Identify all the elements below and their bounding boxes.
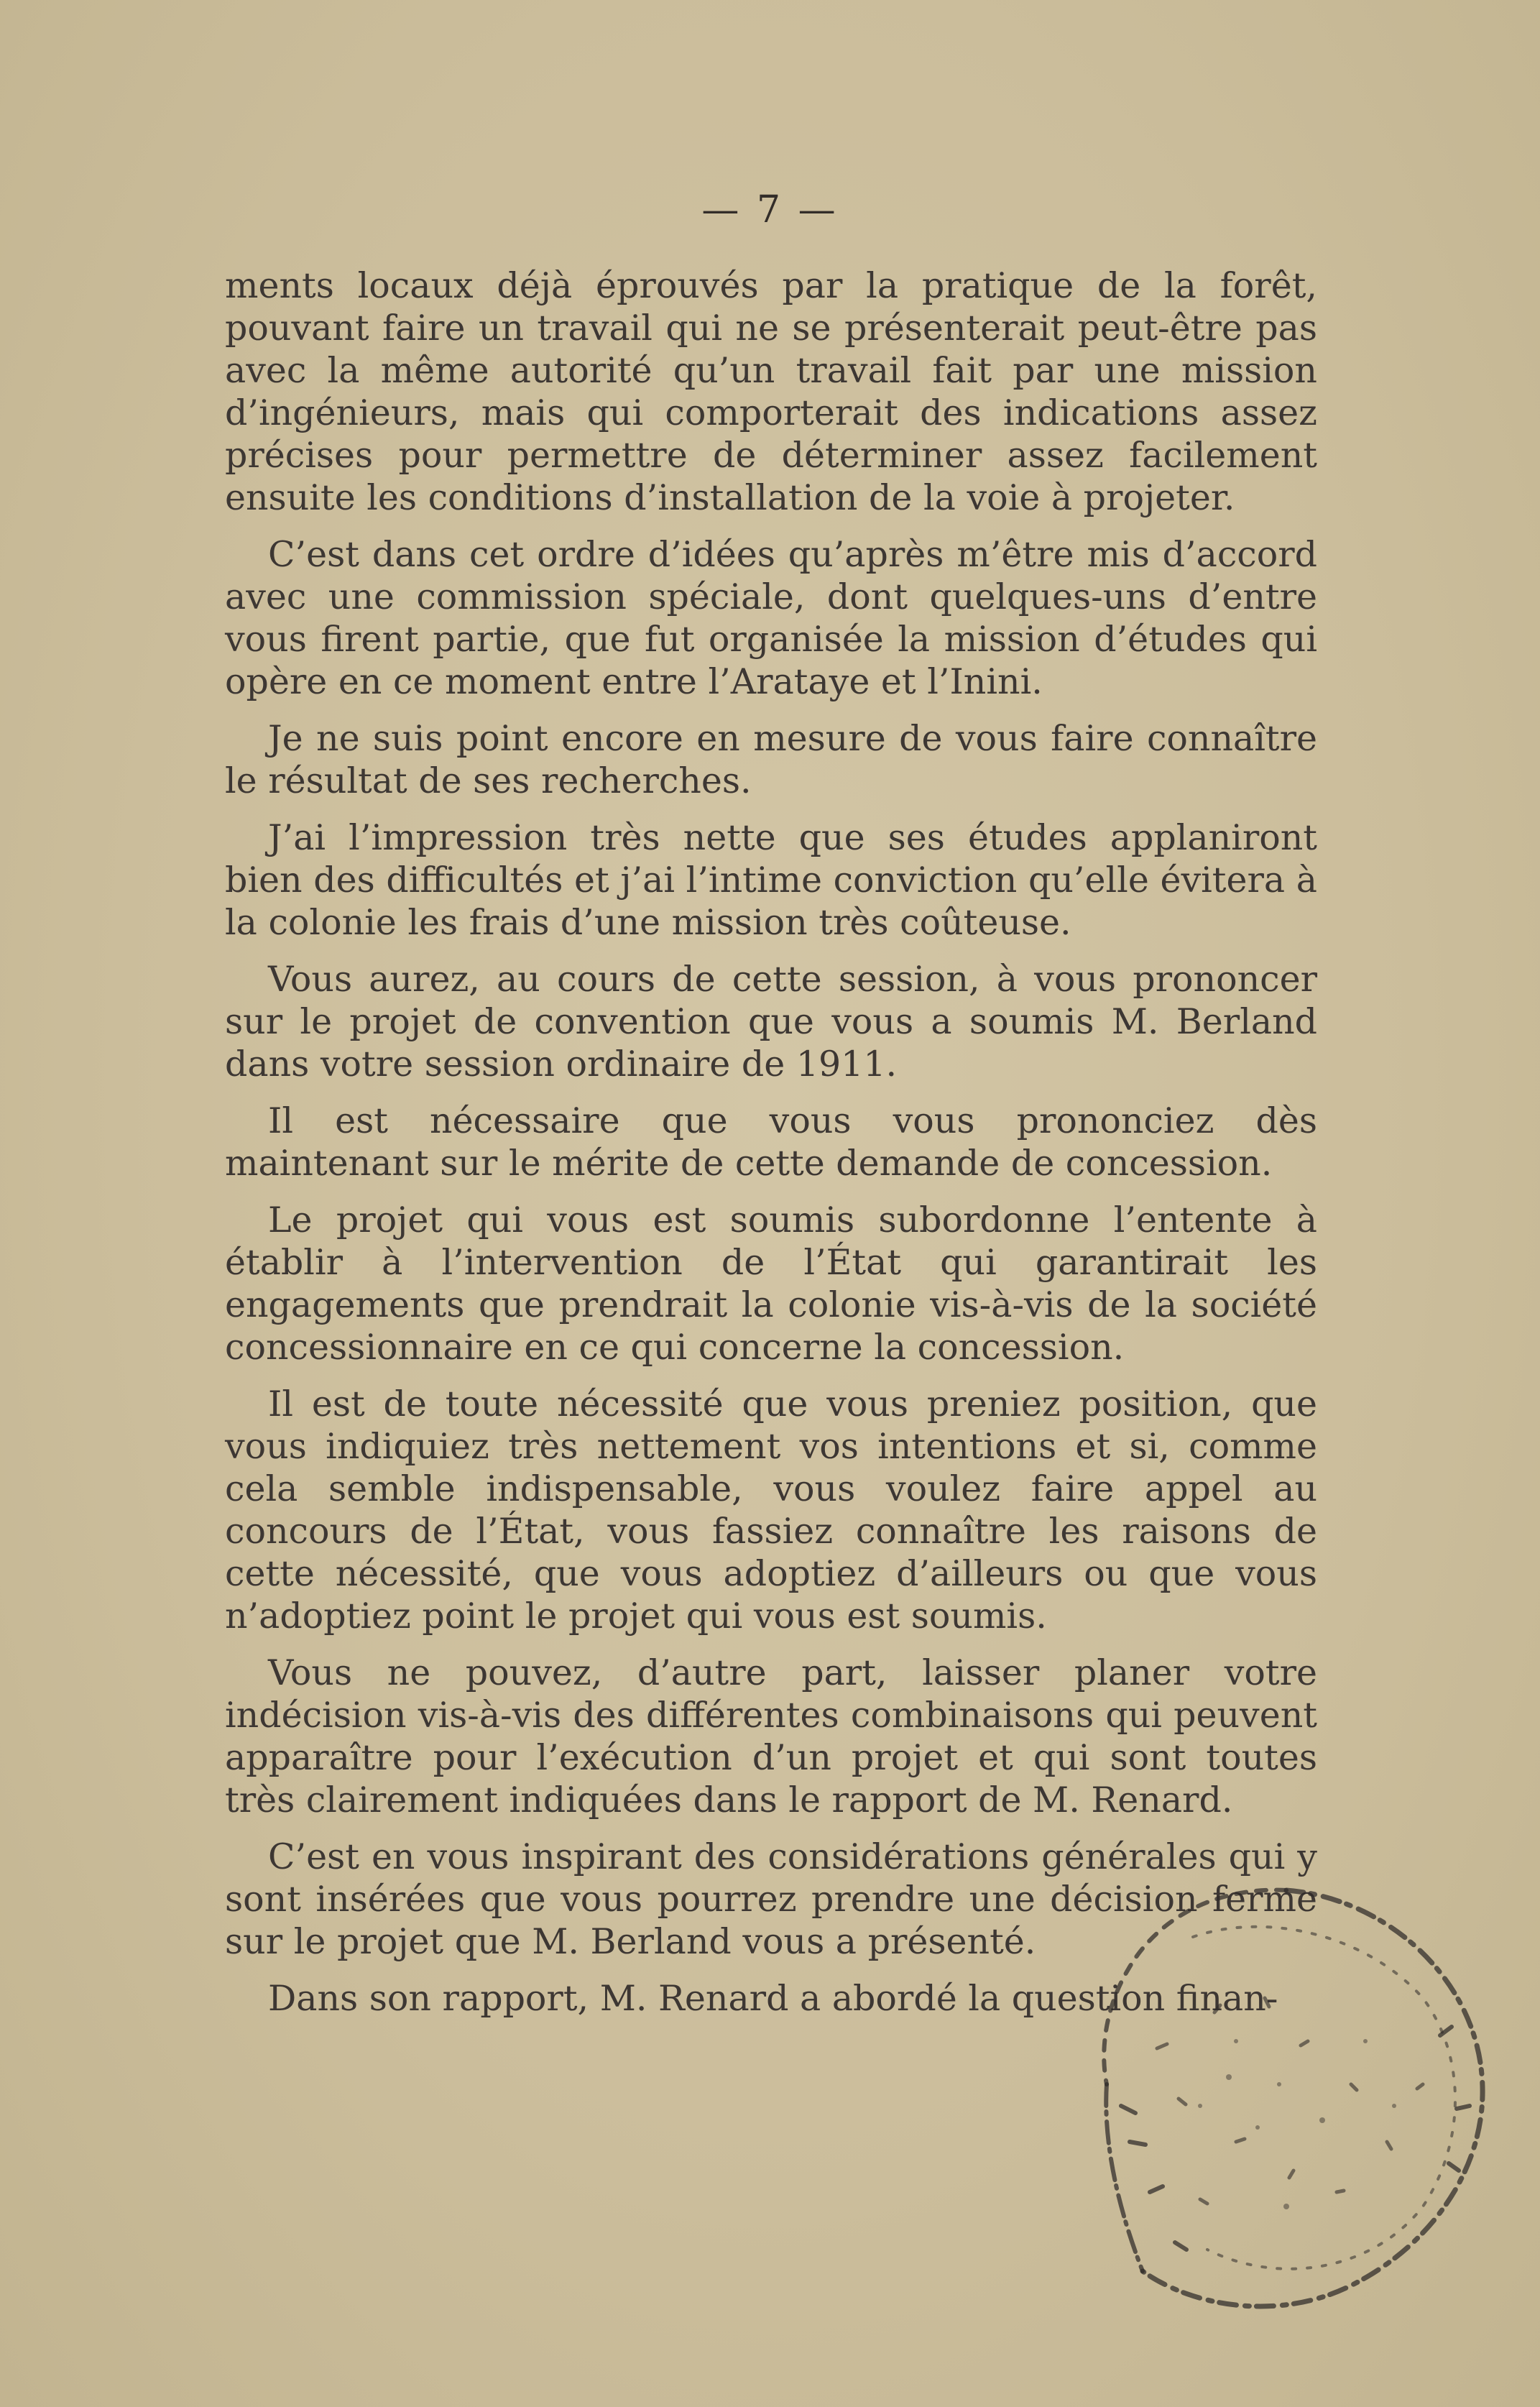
paragraph: Vous aurez, au cours de cette session, à vous prononcer sur le projet de convention que vous a soumis M. Berland dans votre session ordinaire de 1911. <box>225 959 1317 1085</box>
paragraph: ments locaux déjà éprouvés par la pratique de la forêt, pouvant faire un travail qui ne se présenterait peut-être pas avec la même autorité qu’un travail fait par une mission d’ingénieurs, mais qui comporterait des indications assez précises pour permettre de déterminer assez facilement ensuite les conditions d’installation de la voie à projeter. <box>225 265 1317 518</box>
paragraph: Il est nécessaire que vous vous prononciez dès maintenant sur le mérite de cette demande de concession. <box>225 1100 1317 1184</box>
paragraph: C’est en vous inspirant des considérations générales qui y sont insérées que vous pourrez prendre une décision ferme sur le projet que M. Berland vous a présenté. <box>225 1836 1317 1962</box>
paragraph: C’est dans cet ordre d’idées qu’après m’être mis d’accord avec une commission spéciale, dont quelques-uns d’entre vous firent partie, que fut organisée la mission d’études qui opère en ce moment entre l’Arataye et l’Inini. <box>225 534 1317 702</box>
page-number: — 7 — <box>701 188 839 231</box>
paragraph: Je ne suis point encore en mesure de vous faire connaître le résultat de ses recherches. <box>225 718 1317 801</box>
paragraph: Le projet qui vous est soumis subordonne l’entente à établir à l’intervention de l’État qui garantirait les engagements que prendrait la colonie vis-à-vis de la société concessionnaire en ce qui concerne la concession. <box>225 1200 1317 1368</box>
body-text <box>225 264 1317 2034</box>
paragraph: Vous ne pouvez, d’autre part, laisser planer votre indécision vis-à-vis des différentes combinaisons qui peuvent apparaître pour l’exécution d’un projet et qui sont toutes très clairement indiquées dans le rapport de M. Renard. <box>225 1652 1317 1821</box>
paragraph: Dans son rapport, M. Renard a abordé la question finan- <box>268 1978 1278 2019</box>
paragraph: Il est de toute nécessité que vous preniez position, que vous indiquiez très nettement vos intentions et si, comme cela semble indispensable, vous voulez faire appel au concours de l’État, vous fassiez connaître les raisons de cette nécessité, que vous adoptiez d’ailleurs ou que vous n’adoptiez point le projet qui vous est soumis. <box>225 1384 1317 1637</box>
paragraph: J’ai l’impression très nette que ses études applaniront bien des difficultés et j’ai l’intime conviction qu’elle évitera à la colonie les frais d’une mission très coûteuse. <box>225 817 1317 943</box>
